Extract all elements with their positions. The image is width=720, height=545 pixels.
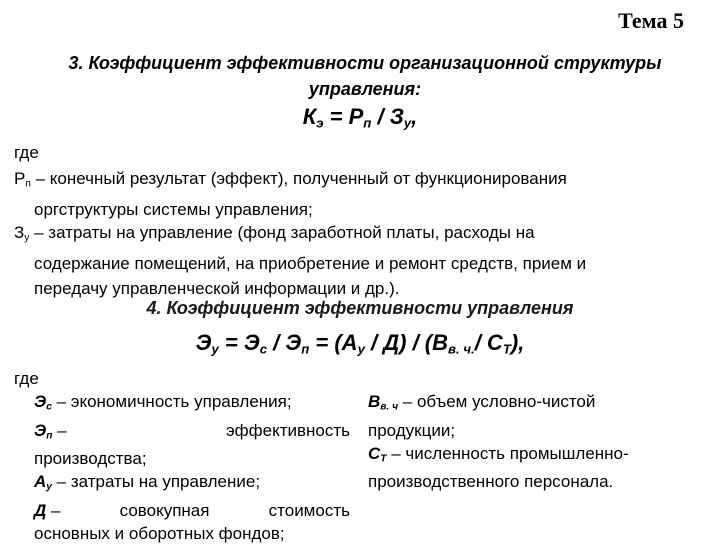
def-d-cont: основных и оборотных фондов; <box>34 523 285 543</box>
right-definitions <box>368 390 698 493</box>
where-label-2: где <box>14 369 39 388</box>
definition-rp: $Р_п$ – конечный результат (эффект), полученный от функционирования оргструктуры системы управления; <box>14 169 567 219</box>
def-b-cont: продукции; <box>368 420 456 440</box>
def-ec: $Э_с$ – экономичность управления; <box>34 392 292 413</box>
def-d: Д – совокупная стоимость <box>34 500 350 520</box>
where-label-1: где <box>14 143 39 162</box>
def-c: $С_Т$ – численность промышленно- <box>368 443 629 465</box>
def-c-cont: производственного персонала. <box>368 472 614 492</box>
definition-zu: $З_у$ – затраты на управление (фонд заработной платы, расходы на содержание помещений, на приобретение и ремонт средств, прием и передачу управленческой информации и др.). <box>14 223 587 298</box>
formula-management-efficiency: $Э_у = Э_с / Э_п = (А_у / Д) / (В_{в. ч.}/$ $С_Т$), <box>195 330 525 357</box>
left-definitions <box>34 390 350 545</box>
def-ay: $А_у$ – затраты на управление; <box>34 472 261 493</box>
def-ep: $Э_п$ – эффективность <box>34 420 350 442</box>
formula-structure-efficiency: $К_э = Р_п / З_у$, <box>302 104 418 131</box>
def-b: $В_{в. ч}$ – объем условно-чистой <box>368 392 596 413</box>
def-ep-cont: производства; <box>34 449 147 469</box>
topic-label: Тема 5 <box>618 8 684 33</box>
section-heading-3: 3. Коэффициент эффективности организационной структуры управления: <box>68 53 662 99</box>
section-heading-4: 4. Коэффициент эффективности управления <box>146 298 574 318</box>
